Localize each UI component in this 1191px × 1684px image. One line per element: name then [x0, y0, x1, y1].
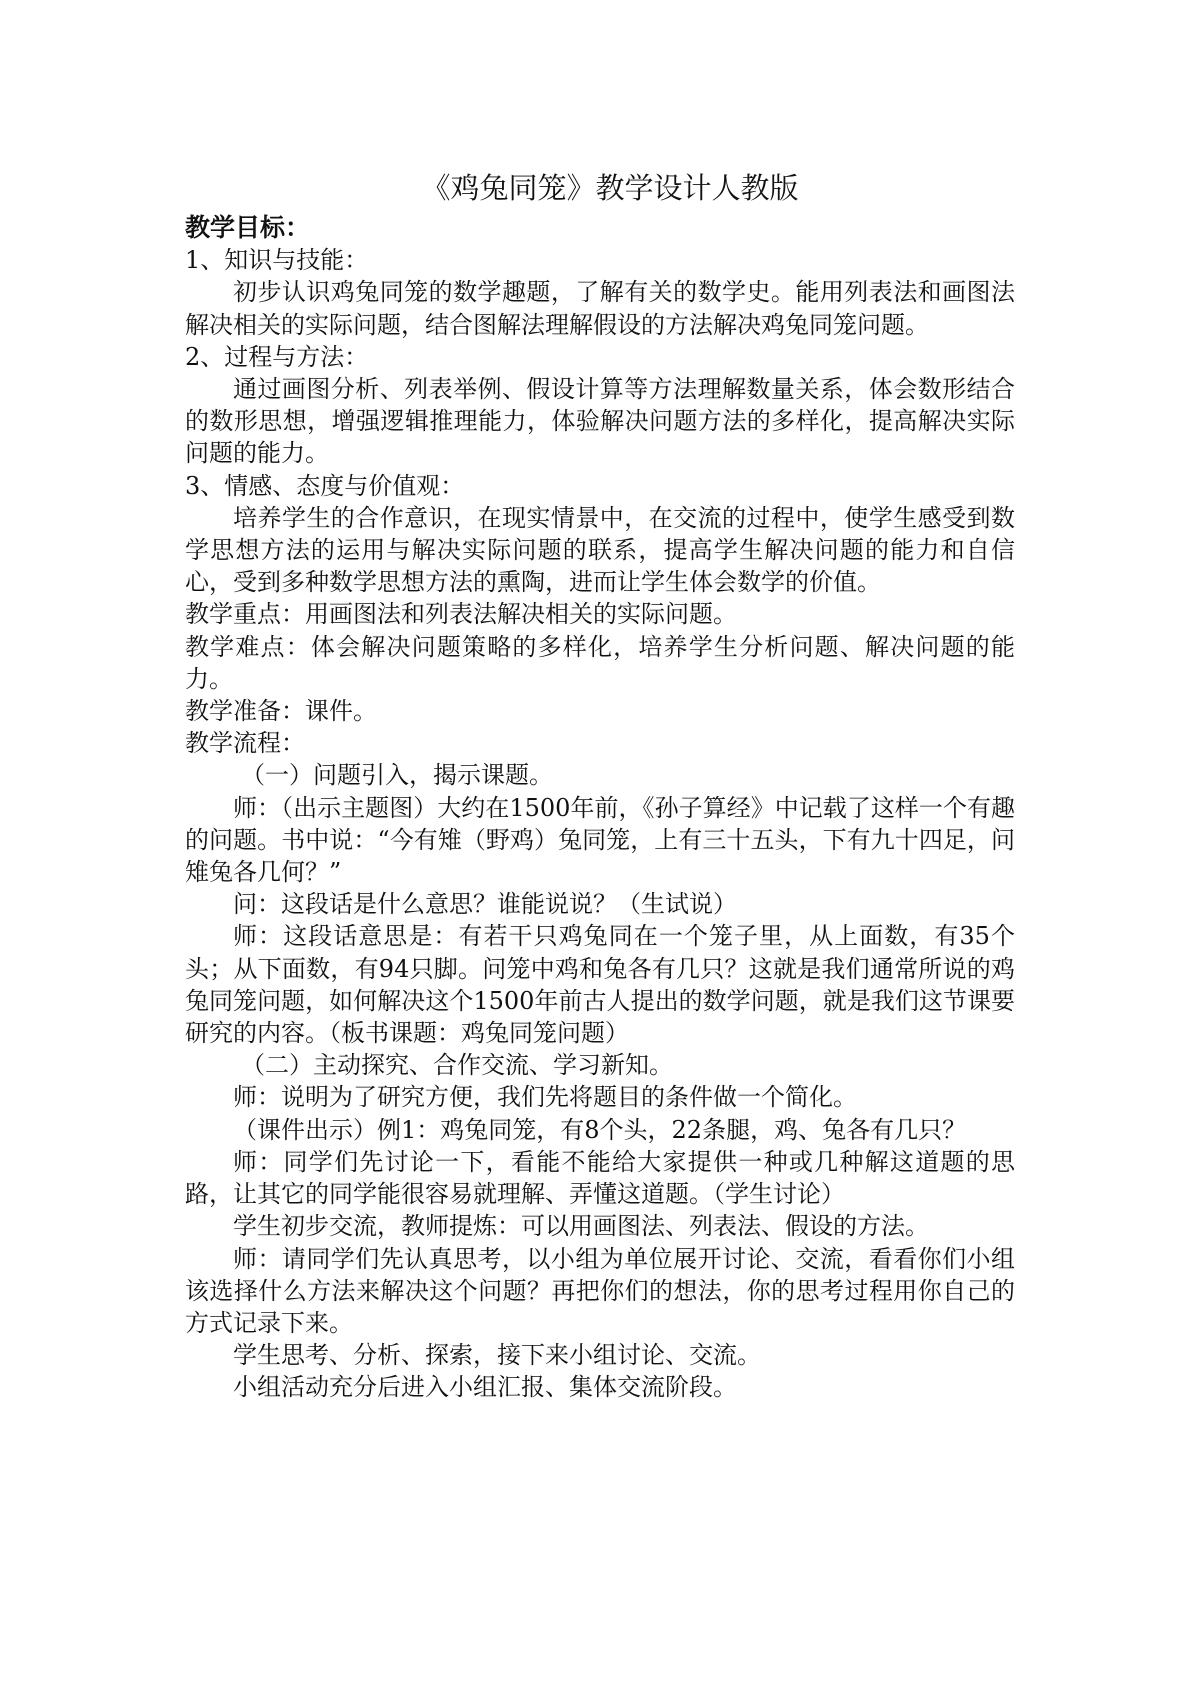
objective-text: 培养学生的合作意识，在现实情景中，在交流的过程中，使学生感受到数学思想方法的运用与解决实际问题的联系，提高学生解决问题的能力和自信心，受到多种数学思想方法的熏陶，进而让学生体会数学的价值。 — [185, 503, 1015, 597]
difficulty: 教学难点：体会解决问题策略的多样化，培养学生分析问题、解决问题的能力。 — [185, 632, 1015, 693]
paragraph: 师：这段话意思是：有若干只鸡兔同在一个笼子里，从上面数，有35个头；从下面数，有94只脚。问笼中鸡和兔各有几只？这就是我们通常所说的鸡兔同笼问题，如何解决这个1500年前古人提出的数学问题，就是我们这节课要研究的内容。（板书课题：鸡兔同笼问题） — [185, 922, 1015, 1048]
objective-label: 1、知识与技能： — [185, 246, 369, 275]
paragraph: 学生思考、分析、探索，接下来小组讨论、交流。 — [233, 1341, 761, 1370]
section-heading: （二）主动探究、合作交流、学习新知。 — [241, 1051, 673, 1080]
section-heading: （一）问题引入，揭示课题。 — [241, 761, 553, 790]
objectives-heading: 教学目标： — [185, 213, 311, 242]
paragraph: 小组活动充分后进入小组汇报、集体交流阶段。 — [233, 1373, 737, 1402]
objective-text: 通过画图分析、列表举例、假设计算等方法理解数量关系，体会数形结合的数形思想，增强逻辑推理能力，体验解决问题方法的多样化，提高解决实际问题的能力。 — [185, 375, 1015, 468]
document-page — [185, 168, 1015, 1404]
document-title: 《鸡兔同笼》教学设计人教版 — [421, 171, 799, 205]
paragraph: 师：请同学们先认真思考，以小组为单位展开讨论、交流，看看你们小组该选择什么方法来解决这个问题？再把你们的想法，你的思考过程用你自己的方式记录下来。 — [185, 1244, 1015, 1337]
paragraph: 师：同学们先讨论一下，看能不能给大家提供一种或几种解这道题的思路，让其它的同学能很容易就理解、弄懂这道题。（学生讨论） — [185, 1147, 1015, 1209]
paragraph: （课件出示）例1：鸡兔同笼，有8个头，22条腿，鸡、兔各有几只？ — [233, 1115, 967, 1144]
objective-text: 初步认识鸡兔同笼的数学趣题，了解有关的数学史。能用列表法和画图法解决相关的实际问题，结合图解法理解假设的方法解决鸡兔同笼问题。 — [185, 278, 1015, 339]
key-point: 教学重点：用画图法和列表法解决相关的实际问题。 — [185, 600, 737, 629]
process-heading: 教学流程： — [185, 729, 305, 758]
objective-label: 2、过程与方法： — [185, 342, 369, 371]
paragraph: 问：这段话是什么意思？谁能说说？（生试说） — [233, 890, 737, 919]
paragraph: 师：说明为了研究方便，我们先将题目的条件做一个简化。 — [233, 1083, 857, 1112]
objective-label: 3、情感、态度与价值观： — [185, 471, 465, 500]
paragraph: 师：（出示主题图）大约在1500年前，《孙子算经》中记载了这样一个有趣的问题。书中说：“今有雉（野鸡）兔同笼，上有三十五头，下有九十四足，问雉兔各几何？” — [185, 793, 1015, 887]
preparation: 教学准备：课件。 — [185, 697, 377, 726]
paragraph: 学生初步交流，教师提炼：可以用画图法、列表法、假设的方法。 — [233, 1212, 929, 1241]
